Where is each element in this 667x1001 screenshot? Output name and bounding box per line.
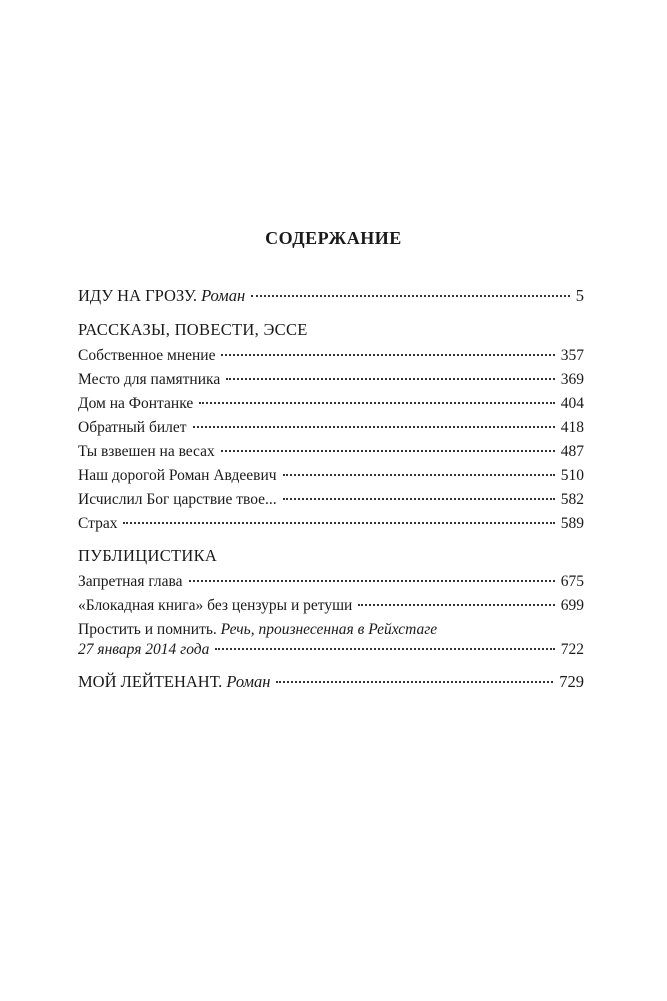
toc-entry-page: 675 [560, 573, 584, 590]
toc-entry-page: 722 [560, 641, 584, 658]
dot-leader [276, 681, 553, 683]
toc-entry-subtitle: Роман [201, 286, 246, 305]
toc-entry-multiline [78, 620, 584, 660]
dot-leader [358, 604, 554, 606]
toc-entry [78, 346, 584, 366]
toc-entry-page: 369 [560, 371, 584, 388]
dot-leader [193, 426, 555, 428]
section-heading-stories: РАССКАЗЫ, ПОВЕСТИ, ЭССЕ [78, 320, 308, 339]
toc-entry-title [78, 672, 270, 692]
toc-entry-page: 357 [560, 347, 584, 364]
toc-entry-subtitle: Речь, произнесенная в Рейхстаге [220, 621, 438, 638]
toc-entry-title: Место для памятника [78, 371, 221, 388]
toc-entry-title: Запретная глава [78, 573, 183, 590]
toc-entry-second-line [78, 640, 584, 660]
toc-entry [78, 370, 584, 390]
toc-entry-page: 589 [560, 515, 584, 532]
toc-entry [78, 596, 584, 616]
toc-entry [78, 442, 584, 462]
toc-entry [78, 466, 584, 486]
toc-entry-page: 404 [560, 395, 584, 412]
toc-entry-subtitle: Роман [226, 672, 271, 691]
toc-entry-page: 487 [560, 443, 584, 460]
toc-entry-title: Страх [78, 515, 118, 532]
dot-leader [199, 402, 555, 404]
toc-entry-page: 510 [560, 467, 584, 484]
toc-entry-title: Собственное мнение [78, 347, 216, 364]
dot-leader [123, 522, 554, 524]
dot-leader [221, 354, 554, 356]
toc-entry-title: Дом на Фонтанке [78, 395, 194, 412]
toc-entry-title: Ты взвешен на весах [78, 443, 215, 460]
dot-leader [283, 498, 555, 500]
toc-entry-page: 729 [559, 672, 584, 691]
toc-entry-page: 582 [560, 491, 584, 508]
toc-entry [78, 418, 584, 438]
toc-entry [78, 394, 584, 414]
toc-entry-title-main: МОЙ ЛЕЙТЕНАНТ. [78, 672, 223, 691]
toc-entry-title: Исчислил Бог царствие твое... [78, 491, 277, 508]
toc-entry-title: Обратный билет [78, 419, 187, 436]
toc-entry-title: «Блокадная книга» без цензуры и ретуши [78, 597, 353, 614]
toc-entry [78, 572, 584, 592]
toc-entry [78, 514, 584, 534]
dot-leader [215, 648, 554, 650]
toc-entry-subtitle-continued: 27 января 2014 года [78, 641, 210, 658]
toc-entry-idu-na-grozu [78, 286, 584, 306]
toc-entry-first-line [78, 620, 584, 640]
page-title: СОДЕРЖАНИЕ [265, 228, 402, 248]
dot-leader [251, 295, 570, 297]
toc-entry-title-main: ИДУ НА ГРОЗУ. [78, 286, 197, 305]
toc-entry-page: 699 [560, 597, 584, 614]
section-heading-publicism: ПУБЛИЦИСТИКА [78, 546, 218, 565]
toc-entry-title: Наш дорогой Роман Авдеевич [78, 467, 277, 484]
dot-leader [283, 474, 555, 476]
dot-leader [221, 450, 555, 452]
toc-entry-title [78, 286, 245, 306]
toc-entry-page: 418 [560, 419, 584, 436]
dot-leader [189, 580, 555, 582]
toc-entry-title: Простить и помнить. [78, 621, 217, 638]
toc-entry [78, 490, 584, 510]
toc-entry-page: 5 [575, 286, 584, 305]
dot-leader [226, 378, 555, 380]
toc-entry-moy-leytenant [78, 672, 584, 692]
